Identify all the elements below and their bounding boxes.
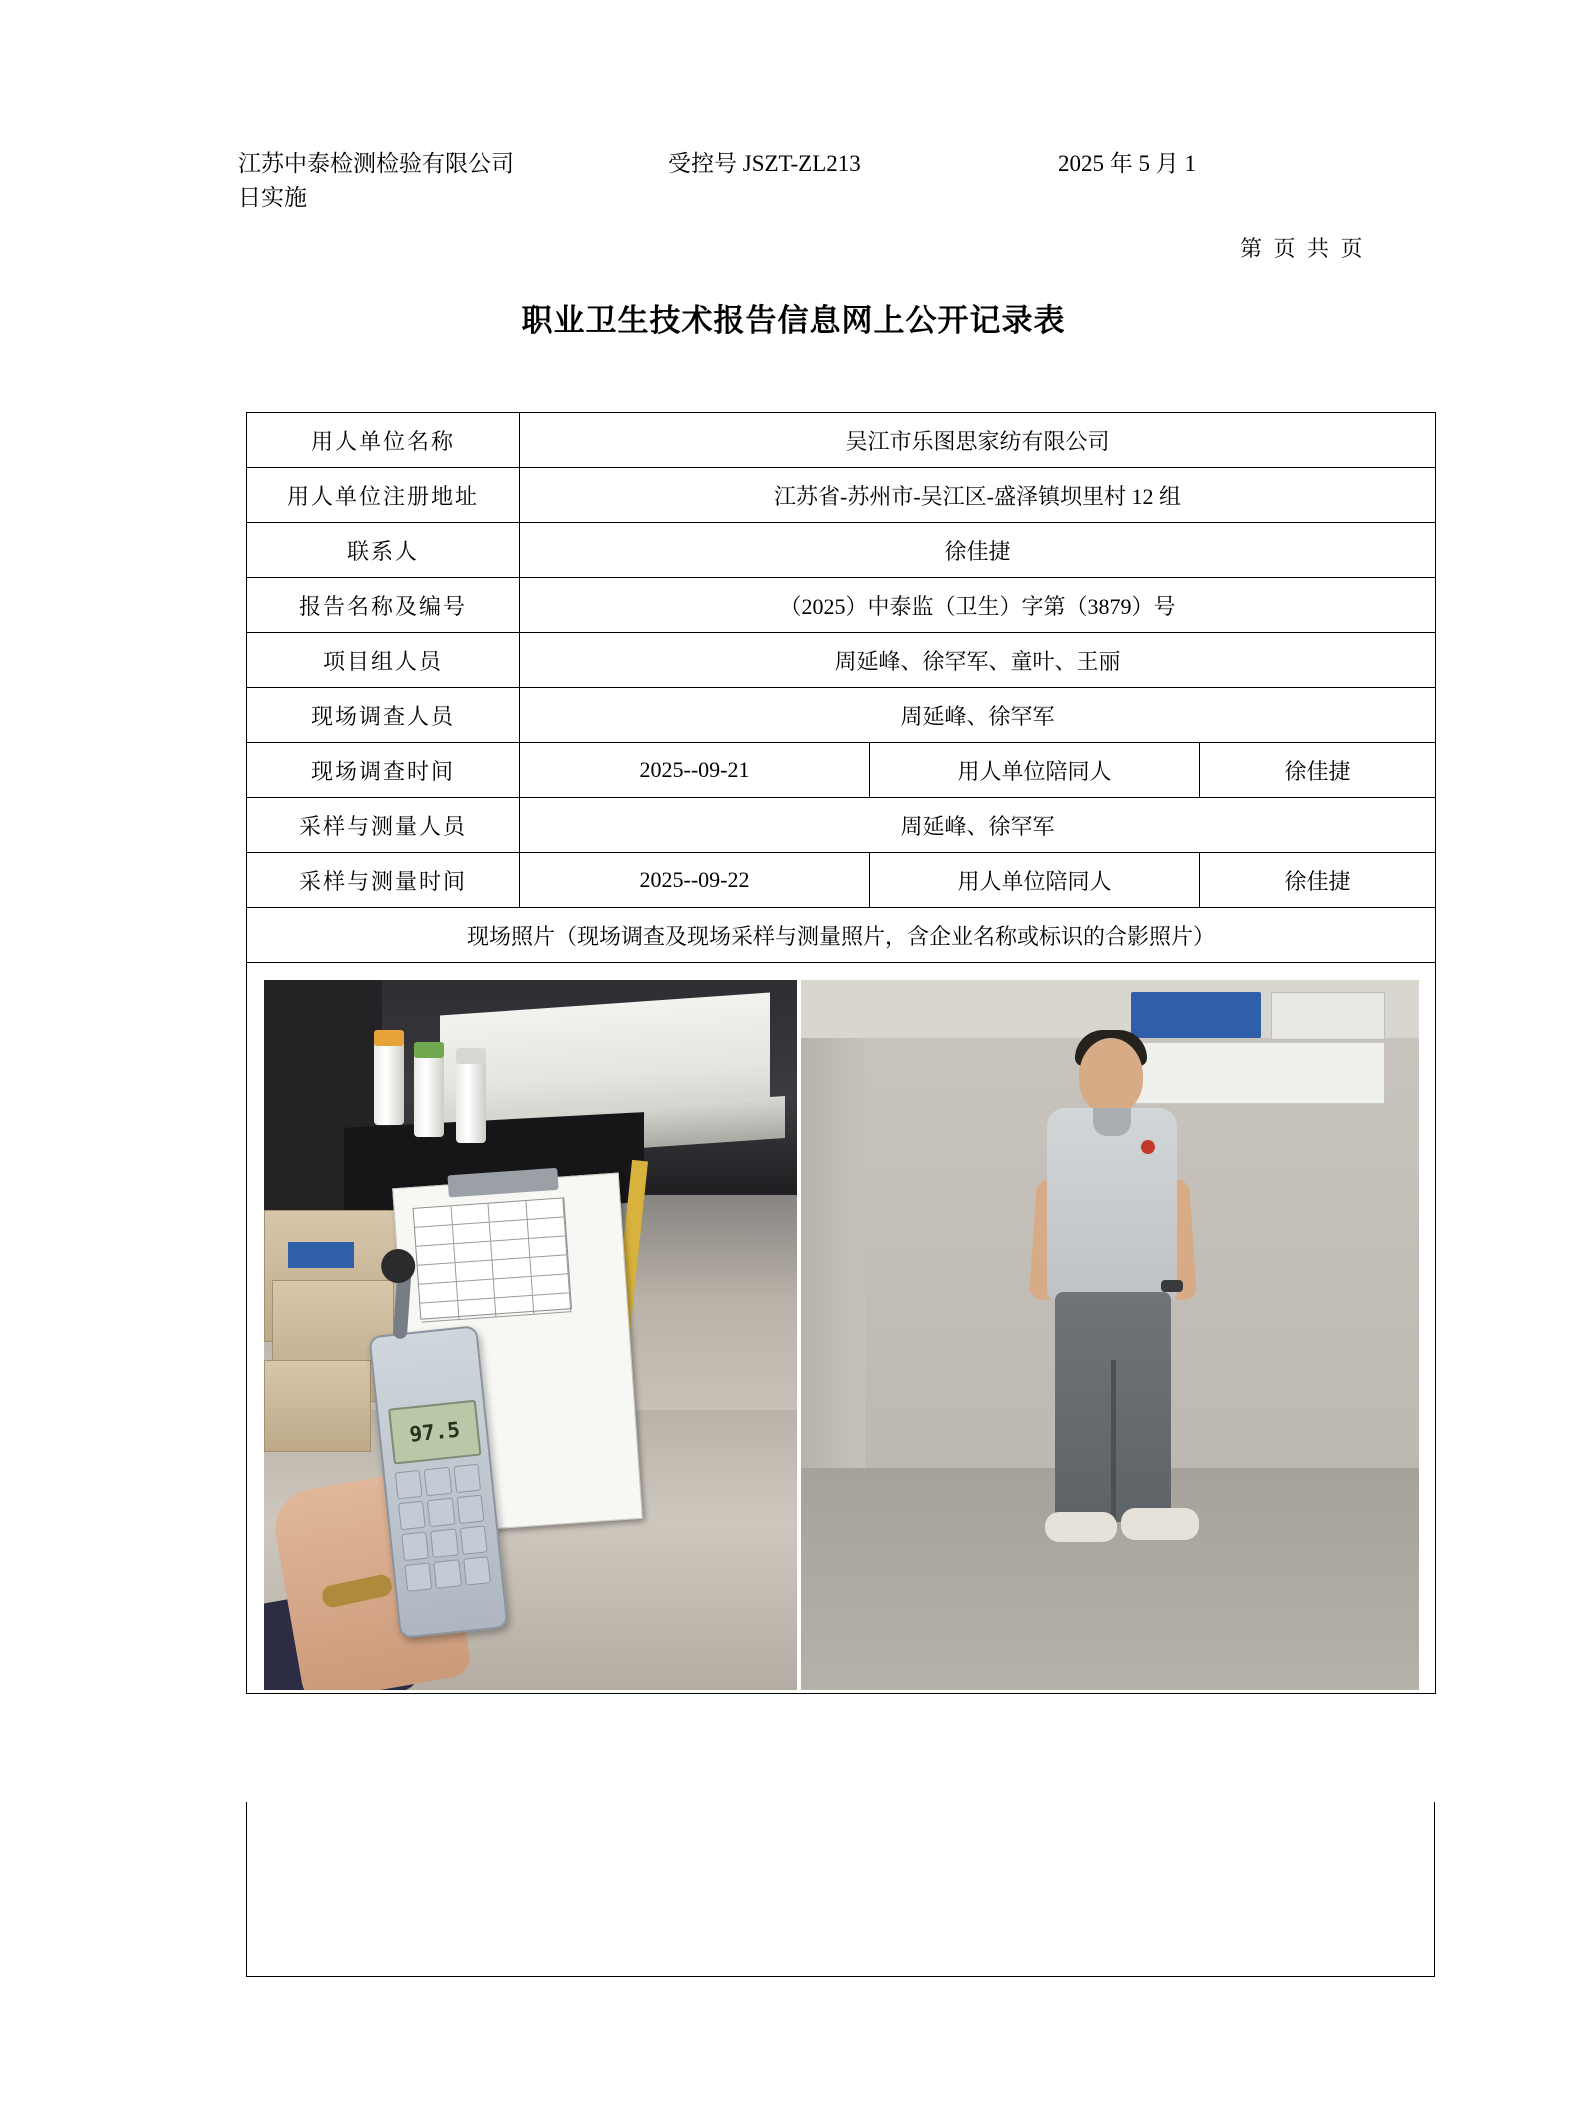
table-row (247, 743, 1436, 798)
table-row (247, 523, 1436, 578)
table-row (247, 468, 1436, 523)
row-value-employer-name: 吴江市乐图思家纺有限公司 (520, 413, 1436, 468)
row-label-sampling-time: 采样与测量时间 (247, 853, 520, 908)
photo1-yarn-cone (414, 1052, 444, 1137)
row-label-project-team: 项目组人员 (247, 633, 520, 688)
row-value-sampling-staff: 周延峰、徐罕军 (520, 798, 1436, 853)
page-header (238, 145, 1428, 213)
site-sampling-photo (264, 980, 797, 1690)
photo1-meter-display: 97.5 (388, 1400, 481, 1465)
photo2-blue-sign (1131, 992, 1261, 1038)
photo1-yarn-cone (374, 1040, 404, 1125)
photo1-yarn-cone-top (374, 1030, 404, 1046)
photo2-notice-board (1131, 1042, 1385, 1104)
row-label-employer-address: 用人单位注册地址 (247, 468, 520, 523)
photo1-yarn-cone-top (414, 1042, 444, 1058)
row-value-survey-staff: 周延峰、徐罕军 (520, 688, 1436, 743)
table-row (247, 413, 1436, 468)
row-label-sampling-staff: 采样与测量人员 (247, 798, 520, 853)
photo1-yarn-cone (456, 1058, 486, 1143)
row-label-report-name-number: 报告名称及编号 (247, 578, 520, 633)
photo1-yarn-cone-top (456, 1048, 486, 1064)
row-value-project-team: 周延峰、徐罕军、童叶、王丽 (520, 633, 1436, 688)
record-table (246, 412, 1436, 1694)
row-value-report-name-number: （2025）中泰监（卫生）字第（3879）号 (520, 578, 1436, 633)
row-label-contact-person: 联系人 (247, 523, 520, 578)
photo1-meter-keypad (394, 1464, 490, 1592)
table-row (247, 688, 1436, 743)
site-survey-photo (801, 980, 1419, 1690)
page-number-label: 第 页 共 页 (1240, 236, 1366, 261)
photo2-person-head (1079, 1038, 1143, 1114)
row-value-survey-accompany: 徐佳捷 (1200, 743, 1436, 798)
blank-bottom-area (246, 1802, 1435, 1977)
photo2-person-pants-seam (1111, 1360, 1116, 1522)
photo1-record-form (412, 1197, 571, 1319)
photo2-shirt-logo (1141, 1140, 1155, 1154)
photo-area (247, 963, 1436, 1694)
header-company-name: 江苏中泰检测检验有限公司 (238, 151, 514, 176)
row-label-survey-accompany: 用人单位陪同人 (870, 743, 1200, 798)
row-value-survey-time: 2025--09-21 (520, 743, 870, 798)
photo2-person-shirt (1047, 1108, 1177, 1298)
row-value-employer-address: 江苏省-苏州市-吴江区-盛泽镇坝里村 12 组 (520, 468, 1436, 523)
row-label-survey-staff: 现场调查人员 (247, 688, 520, 743)
header-effective-date-cont: 日实施 (238, 185, 307, 210)
header-top-line (238, 145, 1428, 183)
table-row (247, 633, 1436, 688)
photo2-person-left-shoe (1045, 1512, 1117, 1542)
row-value-sampling-accompany: 徐佳捷 (1200, 853, 1436, 908)
header-control-number: 受控号 JSZT-ZL213 (668, 151, 861, 176)
page-title: 职业卫生技术报告信息网上公开记录表 (521, 303, 1066, 338)
photo2-white-sign (1271, 992, 1385, 1040)
photo-section-caption: 现场照片（现场调查及现场采样与测量照片，含企业名称或标识的合影照片） (247, 908, 1436, 963)
photo2-person-right-shoe (1121, 1508, 1199, 1540)
photo2-pillar (801, 1038, 865, 1468)
row-label-sampling-accompany: 用人单位陪同人 (870, 853, 1200, 908)
table-row-photos (247, 963, 1436, 1694)
photo1-carton-label (288, 1242, 354, 1268)
table-row (247, 578, 1436, 633)
row-label-survey-time: 现场调查时间 (247, 743, 520, 798)
table-row (247, 853, 1436, 908)
photo-gallery (251, 966, 1431, 1690)
photo2-person-collar (1093, 1108, 1131, 1136)
table-row (247, 908, 1436, 963)
table-row (247, 798, 1436, 853)
row-value-contact-person: 徐佳捷 (520, 523, 1436, 578)
row-label-employer-name: 用人单位名称 (247, 413, 520, 468)
header-effective-date: 2025 年 5 月 1 (1058, 151, 1196, 176)
photo2-person-watch (1161, 1280, 1183, 1292)
photo1-carton (264, 1360, 371, 1452)
row-value-sampling-time: 2025--09-22 (520, 853, 870, 908)
